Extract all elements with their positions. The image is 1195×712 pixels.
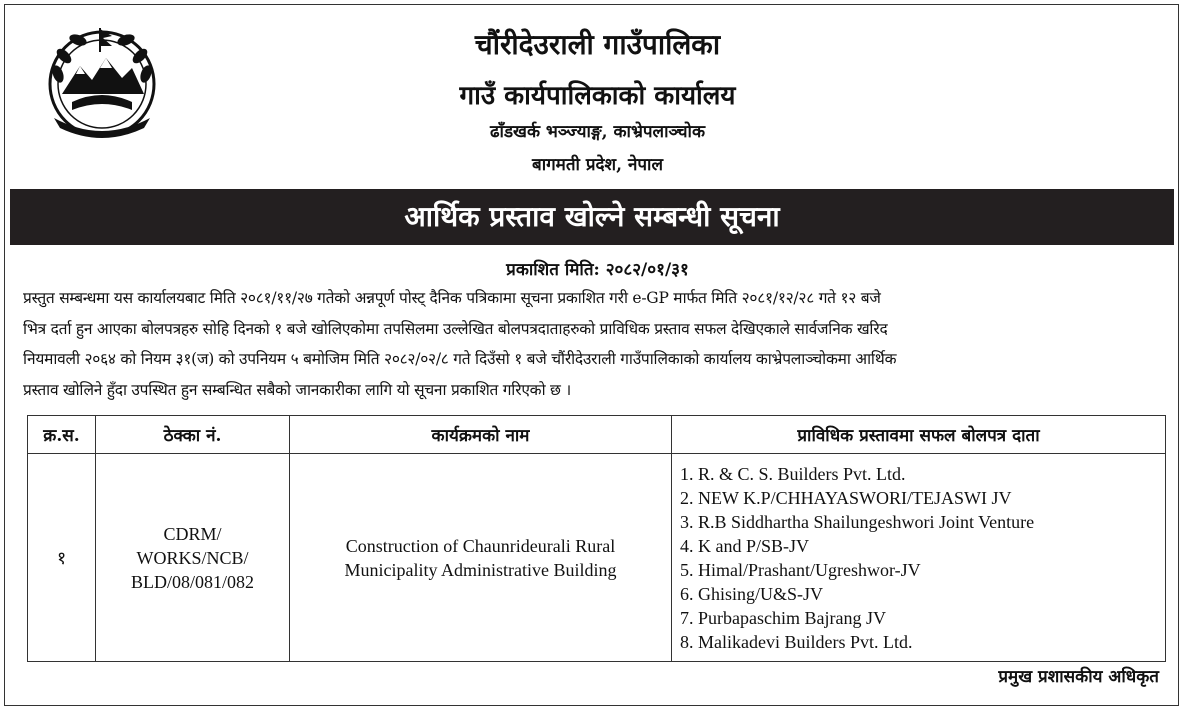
bidder-item: 8. Malikadevi Builders Pvt. Ltd. xyxy=(680,631,913,652)
contract-no-line: BLD/08/081/082 xyxy=(130,571,254,592)
table-row xyxy=(28,454,1166,662)
published-date: प्रकाशित मिति: २०८२/०१/३१ xyxy=(506,260,689,280)
notice-body-line: नियमावली २०६४ को नियम ३१(ज) को उपनियम ५ बमोजिम मिति २०८२/०२/८ गते दिउँसो १ बजे चौंरीदेउराली गाउँपालिकाको कार्यालय काभ्रेपलाञ्चोकमा आर्थिक xyxy=(23,350,897,368)
notice-body-line: भित्र दर्ता हुन आएका बोलपत्रहरु सोहि दिनको १ बजे खोलिएकोमा तपसिलमा उल्लेखित बोलपत्रदाताहरुको प्राविधिक प्रस्ताव सफल देखिएकाले सार्वजनिक खरिद xyxy=(23,319,888,338)
contract-no-line: CDRM/ xyxy=(163,523,222,544)
cell-contract-no xyxy=(96,454,290,662)
program-name-line: Municipality Administrative Building xyxy=(344,559,617,580)
notice-body xyxy=(23,283,1169,405)
bidder-item: 3. R.B Siddhartha Shailungeshwori Joint Venture xyxy=(680,511,1035,532)
bidder-item: 7. Purbapaschim Bajrang JV xyxy=(680,607,886,628)
header-program-name: कार्यक्रमको नाम xyxy=(290,416,672,454)
org-name: चौंरीदेउराली गाउँपालिका xyxy=(474,28,721,61)
signature-title: प्रमुख प्रशासकीय अधिकृत xyxy=(998,667,1159,687)
bidder-item: 4. K and P/SB-JV xyxy=(680,535,810,556)
bidder-list xyxy=(672,462,1165,654)
office-name: गाउँ कार्यपालिकाको कार्यालय xyxy=(459,81,736,111)
cell-program-name xyxy=(290,454,672,662)
bidder-item: 2. NEW K.P/CHHAYASWORI/TEJASWI JV xyxy=(680,487,1012,508)
notice-title: आर्थिक प्रस्ताव खोल्ने सम्बन्धी सूचना xyxy=(10,189,1174,245)
header-successful-bidders: प्राविधिक प्रस्तावमा सफल बोलपत्र दाता xyxy=(672,416,1166,454)
cell-bidders xyxy=(672,454,1166,662)
notice-body-line: प्रस्तुत सम्बन्धमा यस कार्यालयबाट मिति २०८१/११/२७ गतेको अन्नपूर्ण पोस्ट् दैनिक पत्रिकामा सूचना प्रकाशित गरी e-GP मार्फत मिति २०८१/१२/२८ गते १२ बजे xyxy=(23,289,881,307)
office-address: ढाँडखर्क भञ्ज्याङ्ग, काभ्रेपलाञ्चोक xyxy=(489,122,706,142)
program-name-line: Construction of Chaunrideurali Rural xyxy=(345,535,616,556)
header-serial: क्र.स. xyxy=(28,416,96,454)
table-header-row xyxy=(28,416,1166,454)
bidder-item: 5. Himal/Prashant/Ugreshwor-JV xyxy=(680,559,921,580)
cell-serial: १ xyxy=(28,454,96,662)
notice-body-line: प्रस्ताव खोलिने हुँदा उपस्थित हुन सम्बन्धित सबैको जानकारीका लागि यो सूचना प्रकाशित गरिएको छ । xyxy=(23,380,571,399)
header-contract-no: ठेक्का नं. xyxy=(96,416,290,454)
bidders-table xyxy=(27,415,1166,662)
bidder-item: 1. R. & C. S. Builders Pvt. Ltd. xyxy=(680,463,906,484)
office-province: बागमती प्रदेश, नेपाल xyxy=(532,155,663,175)
bidder-item: 6. Ghising/U&S-JV xyxy=(680,583,824,604)
contract-no-line: WORKS/NCB/ xyxy=(136,547,249,568)
